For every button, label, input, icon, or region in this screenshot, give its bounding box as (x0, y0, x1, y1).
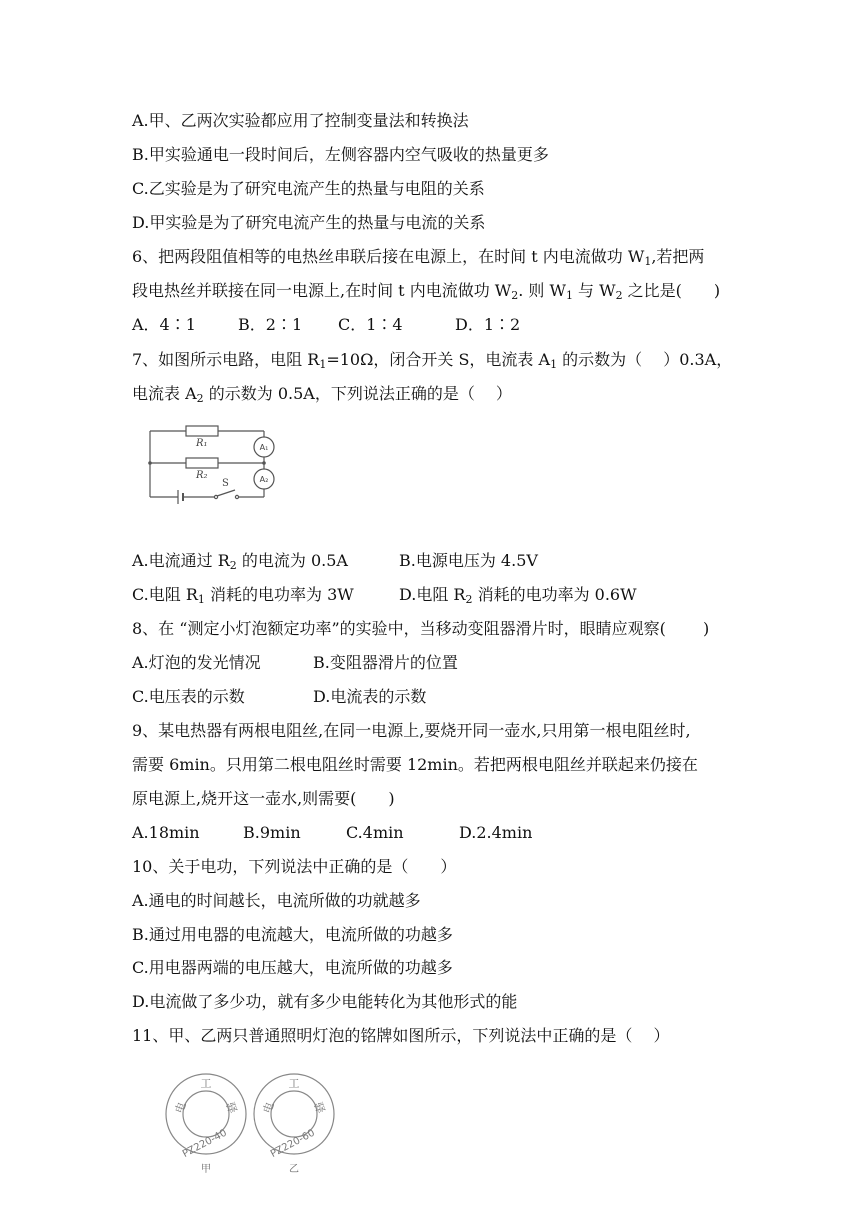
subscript: 2 (511, 289, 519, 302)
bulb-yi-right-char: 驿 (311, 1100, 328, 1116)
q7-option-b: B.电源电压为 4.5V (399, 551, 538, 570)
q6-text: 与 W (572, 281, 616, 300)
bulb-jia-caption: 甲 (201, 1164, 211, 1175)
q5-option-a: A.甲、乙两次实验都应用了控制变量法和转换法 (132, 111, 469, 130)
subscript: 1 (319, 358, 327, 371)
q6-option-d: D．1∶2 (455, 315, 521, 334)
q8-option-d: D.电流表的示数 (313, 687, 427, 706)
circuit-diagram (142, 418, 286, 512)
q7-stem-line2 (132, 384, 512, 404)
q10-stem: 10、关于电功，下列说法中正确的是（ ） (132, 857, 457, 876)
subscript: 2 (196, 392, 204, 405)
q9-option-a: A.18min (132, 823, 200, 842)
q10-option-b: B.通过用电器的电流越大，电流所做的功越多 (132, 925, 453, 944)
bulb-nameplates-figure (156, 1068, 352, 1180)
label-r1: R₁ (196, 438, 208, 449)
q6-text: 之比是( ) (622, 281, 721, 300)
q10-option-a: A.通电的时间越长，电流所做的功就越多 (132, 891, 421, 910)
q11-stem: 11、甲、乙两只普通照明灯泡的铭牌如图所示，下列说法中正确的是（ ） (132, 1026, 670, 1045)
junction-dot (148, 461, 152, 465)
q7-stem-line1 (132, 350, 732, 370)
q8-option-b: B.变阻器滑片的位置 (313, 653, 458, 672)
q6-text: 6、把两段阻值相等的电热丝串联后接在电源上，在时间 t 内电流做功 W (132, 247, 645, 266)
q9-option-b: B.9min (243, 823, 301, 842)
subscript: 2 (229, 559, 237, 572)
subscript: 2 (465, 593, 473, 606)
label-r2: R₂ (196, 470, 208, 481)
junction-dot (262, 461, 266, 465)
q6-option-c: C．1∶4 (338, 315, 403, 334)
q7-option-d (399, 585, 637, 605)
bulb-jia-left-char: 电 (172, 1100, 189, 1116)
label-a1: A₁ (259, 443, 269, 452)
q7-text: =10Ω，闭合开关 S，电流表 A (326, 350, 551, 369)
q7-opt-text: 的电流为 0.5A (236, 551, 348, 570)
subscript: 1 (197, 593, 205, 606)
q9-stem-line3: 原电源上,烧开这一壶水,则需要( ) (132, 789, 395, 808)
q6-stem-line2 (132, 281, 720, 301)
q6-option-b: B．2∶1 (238, 315, 303, 334)
label-a2: A₂ (259, 475, 269, 484)
q7-opt-text: 消耗的电功率为 0.6W (472, 585, 637, 604)
q8-option-a: A.灯泡的发光情况 (132, 653, 261, 672)
q6-text: 段电热丝并联接在同一电源上,在时间 t 内电流做功 W (132, 281, 512, 300)
bulb-yi-top-char: 工 (288, 1077, 300, 1090)
q7-option-a (132, 551, 348, 571)
switch-lever (217, 490, 235, 496)
bulb-yi-left-char: 电 (260, 1100, 277, 1116)
q8-stem: 8、在 “测定小灯泡额定功率”的实验中，当移动变阻器滑片时，眼睛应观察( ) (132, 619, 710, 638)
q6-text: . 则 W (518, 281, 566, 300)
resistor-r1 (186, 426, 218, 436)
subscript: 1 (644, 255, 652, 268)
q6-option-a: A．4∶1 (132, 315, 196, 334)
q7-opt-text: C.电阻 R (132, 585, 198, 604)
q7-opt-text: A.电流通过 R (132, 551, 230, 570)
q8-option-c: C.电压表的示数 (132, 687, 245, 706)
resistor-r2 (186, 458, 218, 468)
q7-text: 电流表 A (132, 384, 197, 403)
q5-option-b: B.甲实验通电一段时间后，左侧容器内空气吸收的热量更多 (132, 145, 549, 164)
switch-contact (235, 495, 238, 498)
label-s: S (222, 478, 229, 489)
q7-opt-text: D.电阻 R (399, 585, 466, 604)
subscript: 1 (550, 358, 558, 371)
q9-option-d: D.2.4min (459, 823, 533, 842)
q7-text: 的示数为（ ）0.3A， (557, 350, 733, 369)
q10-option-c: C.用电器两端的电压越大，电流所做的功越多 (132, 958, 453, 977)
bulb-yi-rating: PZ220-60 (268, 1127, 317, 1160)
q7-option-c (132, 585, 354, 605)
q5-option-c: C.乙实验是为了研究电流产生的热量与电阻的关系 (132, 179, 485, 198)
q6-text: ,若把两 (651, 247, 705, 266)
bulb-yi-caption: 乙 (289, 1164, 299, 1175)
q7-opt-text: 消耗的电功率为 3W (204, 585, 354, 604)
q5-option-d: D.甲实验是为了研究电流产生的热量与电流的关系 (132, 213, 486, 232)
q6-stem-line1 (132, 247, 704, 267)
bulb-jia-right-char: 驿 (223, 1100, 240, 1116)
q9-option-c: C.4min (346, 823, 404, 842)
q9-stem-line2: 需要 6min。只用第二根电阻丝时需要 12min。若把两根电阻丝并联起来仍接在 (132, 755, 698, 774)
subscript: 1 (565, 289, 573, 302)
q9-stem-line1: 9、某电热器有两根电阻丝,在同一电源上,要烧开同一壶水,只用第一根电阻丝时, (132, 721, 691, 740)
q7-text: 7、如图所示电路，电阻 R (132, 350, 320, 369)
subscript: 2 (615, 289, 623, 302)
q10-option-d: D.电流做了多少功，就有多少电能转化为其他形式的能 (132, 992, 518, 1011)
bulb-jia-top-char: 工 (200, 1077, 212, 1090)
q7-text: 的示数为 0.5A，下列说法正确的是（ ） (203, 384, 512, 403)
bulb-jia-rating: PZ220-40 (180, 1127, 229, 1160)
